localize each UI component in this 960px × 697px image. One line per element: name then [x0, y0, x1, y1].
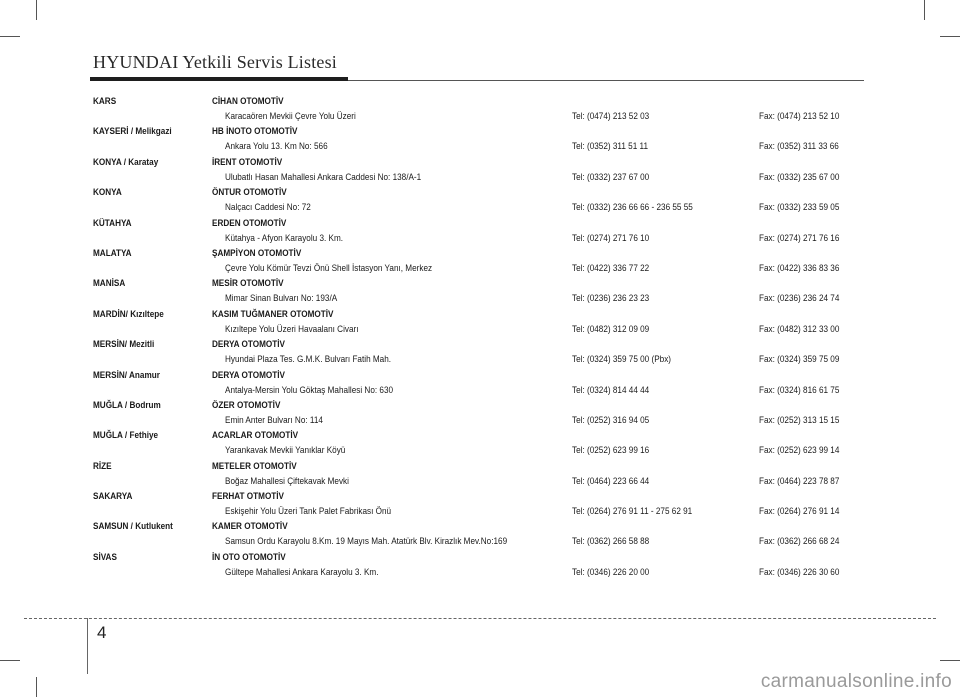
page-title: HYUNDAI Yetkili Servis Listesi: [93, 52, 338, 72]
dealer-fax: Fax: (0324) 359 75 09: [759, 354, 840, 366]
dealer-name: FERHAT OTMOTİV: [212, 491, 285, 503]
crop-mark: [0, 660, 20, 661]
dealer-fax: Fax: (0346) 226 30 60: [759, 566, 840, 578]
dealer-phone: Tel: (0236) 236 23 23: [572, 293, 650, 305]
crop-mark: [924, 0, 925, 20]
dealer-phone: Tel: (0252) 316 94 05: [572, 414, 650, 426]
title-rule-thin: [348, 80, 864, 81]
dealer-address: Emin Anter Bulvarı No: 114: [225, 414, 323, 426]
title-rule-thick: [90, 77, 348, 81]
city-name: KONYA: [93, 187, 122, 199]
dealer-address: Mimar Sinan Bulvarı No: 193/A: [225, 293, 338, 305]
dealer-fax: Fax: (0482) 312 33 00: [759, 323, 840, 335]
dealer-address: Boğaz Mahallesi Çiftekavak Mevki: [225, 475, 349, 487]
dealer-name: DERYA OTOMOTİV: [212, 369, 285, 381]
city-name: MARDİN/ Kızıltepe: [93, 308, 164, 320]
dealer-name: KASIM TUĞMANER OTOMOTİV: [212, 308, 334, 320]
list-item: [93, 248, 873, 278]
city-name: MERSİN/ Anamur: [93, 369, 160, 381]
dealer-name: İRENT OTOMOTİV: [212, 156, 283, 168]
list-item: [93, 430, 873, 460]
city-name: MERSİN/ Mezitli: [93, 339, 155, 351]
dealer-fax: Fax: (0332) 233 59 05: [759, 202, 840, 214]
dealer-phone: Tel: (0362) 266 58 88: [572, 536, 650, 548]
city-name: KAYSERİ / Melikgazi: [93, 126, 172, 138]
dealer-fax: Fax: (0422) 336 83 36: [759, 262, 840, 274]
dealer-fax: Fax: (0332) 235 67 00: [759, 171, 840, 183]
dealer-fax: Fax: (0252) 313 15 15: [759, 414, 840, 426]
dealer-fax: Fax: (0274) 271 76 16: [759, 232, 840, 244]
dealer-name: ACARLAR OTOMOTİV: [212, 430, 299, 442]
page-number: 4: [97, 623, 107, 642]
dealer-fax: Fax: (0352) 311 33 66: [759, 141, 839, 153]
dealer-address: Ankara Yolu 13. Km No: 566: [225, 141, 328, 153]
crop-mark: [36, 0, 37, 20]
dealer-fax: Fax: (0236) 236 24 74: [759, 293, 840, 305]
city-name: KARS: [93, 96, 117, 107]
list-item: [93, 370, 873, 400]
dealer-address: Gültepe Mahallesi Ankara Karayolu 3. Km.: [225, 566, 379, 578]
dealer-name: ÖZER OTOMOTİV: [212, 399, 281, 411]
list-item: [93, 309, 873, 339]
dealer-address: Ulubatlı Hasan Mahallesi Ankara Caddesi No: 138/A-1: [225, 171, 422, 183]
list-item: [93, 400, 873, 430]
list-item: [93, 491, 873, 521]
city-name: MALATYA: [93, 247, 132, 259]
city-name: RİZE: [93, 460, 112, 472]
dealer-name: HB İNOTO OTOMOTİV: [212, 126, 298, 138]
city-name: SAMSUN / Kutlukent: [93, 521, 173, 533]
dealer-phone: Tel: (0464) 223 66 44: [572, 475, 650, 487]
dealer-fax: Fax: (0324) 816 61 75: [759, 384, 840, 396]
list-item: [93, 278, 873, 308]
dealer-address: Kızıltepe Yolu Üzeri Havaalanı Civarı: [225, 323, 359, 335]
dealer-name: KAMER OTOMOTİV: [212, 521, 288, 533]
dealer-phone: Tel: (0324) 814 44 44: [572, 384, 650, 396]
footer-dashed-rule: [24, 618, 936, 619]
dealer-address: Yarankavak Mevkii Yanıklar Köyü: [225, 445, 346, 457]
dealer-address: Eskişehir Yolu Üzeri Tank Palet Fabrikası Önü: [225, 506, 392, 518]
page-number-rule: [87, 618, 88, 674]
city-name: MANİSA: [93, 278, 126, 290]
dealer-name: METELER OTOMOTİV: [212, 460, 297, 472]
city-name: KONYA / Karatay: [93, 156, 159, 168]
dealer-phone: Tel: (0346) 226 20 00: [572, 566, 650, 578]
dealer-address: Samsun Ordu Karayolu 8.Km. 19 Mayıs Mah. Atatürk Blv. Kirazlık Mev.No:169: [225, 536, 508, 548]
dealer-phone: Tel: (0422) 336 77 22: [572, 262, 650, 274]
dealer-phone: Tel: (0332) 236 66 66 - 236 55 55: [572, 202, 693, 214]
dealer-address: Kütahya - Afyon Karayolu 3. Km.: [225, 232, 344, 244]
list-item: [93, 218, 873, 248]
city-name: SİVAS: [93, 551, 117, 563]
dealer-address: Nalçacı Caddesi No: 72: [225, 202, 311, 214]
list-item: [93, 521, 873, 551]
dealer-phone: Tel: (0274) 271 76 10: [572, 232, 650, 244]
dealer-fax: Fax: (0464) 223 78 87: [759, 475, 840, 487]
dealer-phone: Tel: (0332) 237 67 00: [572, 171, 650, 183]
crop-mark: [940, 36, 960, 37]
list-item: [93, 339, 873, 369]
dealer-name: MESİR OTOMOTİV: [212, 278, 284, 290]
dealer-name: DERYA OTOMOTİV: [212, 339, 285, 351]
dealer-fax: Fax: (0252) 623 99 14: [759, 445, 840, 457]
dealer-fax: Fax: (0264) 276 91 14: [759, 506, 840, 518]
list-item: [93, 157, 873, 187]
city-name: MUĞLA / Fethiye: [93, 430, 159, 442]
list-item: [93, 126, 873, 156]
dealer-name: İN OTO OTOMOTİV: [212, 551, 286, 563]
dealer-address: Antalya-Mersin Yolu Göktaş Mahallesi No: 630: [225, 384, 394, 396]
dealer-fax: Fax: (0474) 213 52 10: [759, 111, 840, 122]
dealer-address: Hyundai Plaza Tes. G.M.K. Bulvarı Fatih Mah.: [225, 354, 392, 366]
dealer-name: ERDEN OTOMOTİV: [212, 217, 287, 229]
list-item: [93, 96, 873, 126]
dealer-phone: Tel: (0474) 213 52 03: [572, 111, 650, 122]
crop-mark: [940, 660, 960, 661]
list-item: [93, 187, 873, 217]
crop-mark: [0, 36, 20, 37]
dealer-address: Karacaören Mevkii Çevre Yolu Üzeri: [225, 111, 356, 122]
dealer-phone: Tel: (0482) 312 09 09: [572, 323, 650, 335]
dealer-name: ÖNTUR OTOMOTİV: [212, 187, 287, 199]
list-item: [93, 461, 873, 491]
dealer-name: ŞAMPİYON OTOMOTİV: [212, 247, 302, 259]
list-item: [93, 552, 873, 582]
dealer-phone: Tel: (0252) 623 99 16: [572, 445, 650, 457]
dealer-fax: Fax: (0362) 266 68 24: [759, 536, 840, 548]
city-name: KÜTAHYA: [93, 217, 132, 229]
dealer-address: Çevre Yolu Kömür Tevzi Önü Shell İstasyon Yanı, Merkez: [225, 262, 433, 274]
service-list: [93, 96, 873, 582]
crop-mark: [36, 677, 37, 697]
city-name: MUĞLA / Bodrum: [93, 399, 161, 411]
dealer-name: CİHAN OTOMOTİV: [212, 96, 284, 107]
dealer-phone: Tel: (0264) 276 91 11 - 275 62 91: [572, 506, 693, 518]
dealer-phone: Tel: (0324) 359 75 00 (Pbx): [572, 354, 672, 366]
dealer-phone: Tel: (0352) 311 51 11: [572, 141, 649, 153]
city-name: SAKARYA: [93, 491, 133, 503]
watermark: carmanualsonline.info: [760, 671, 952, 692]
